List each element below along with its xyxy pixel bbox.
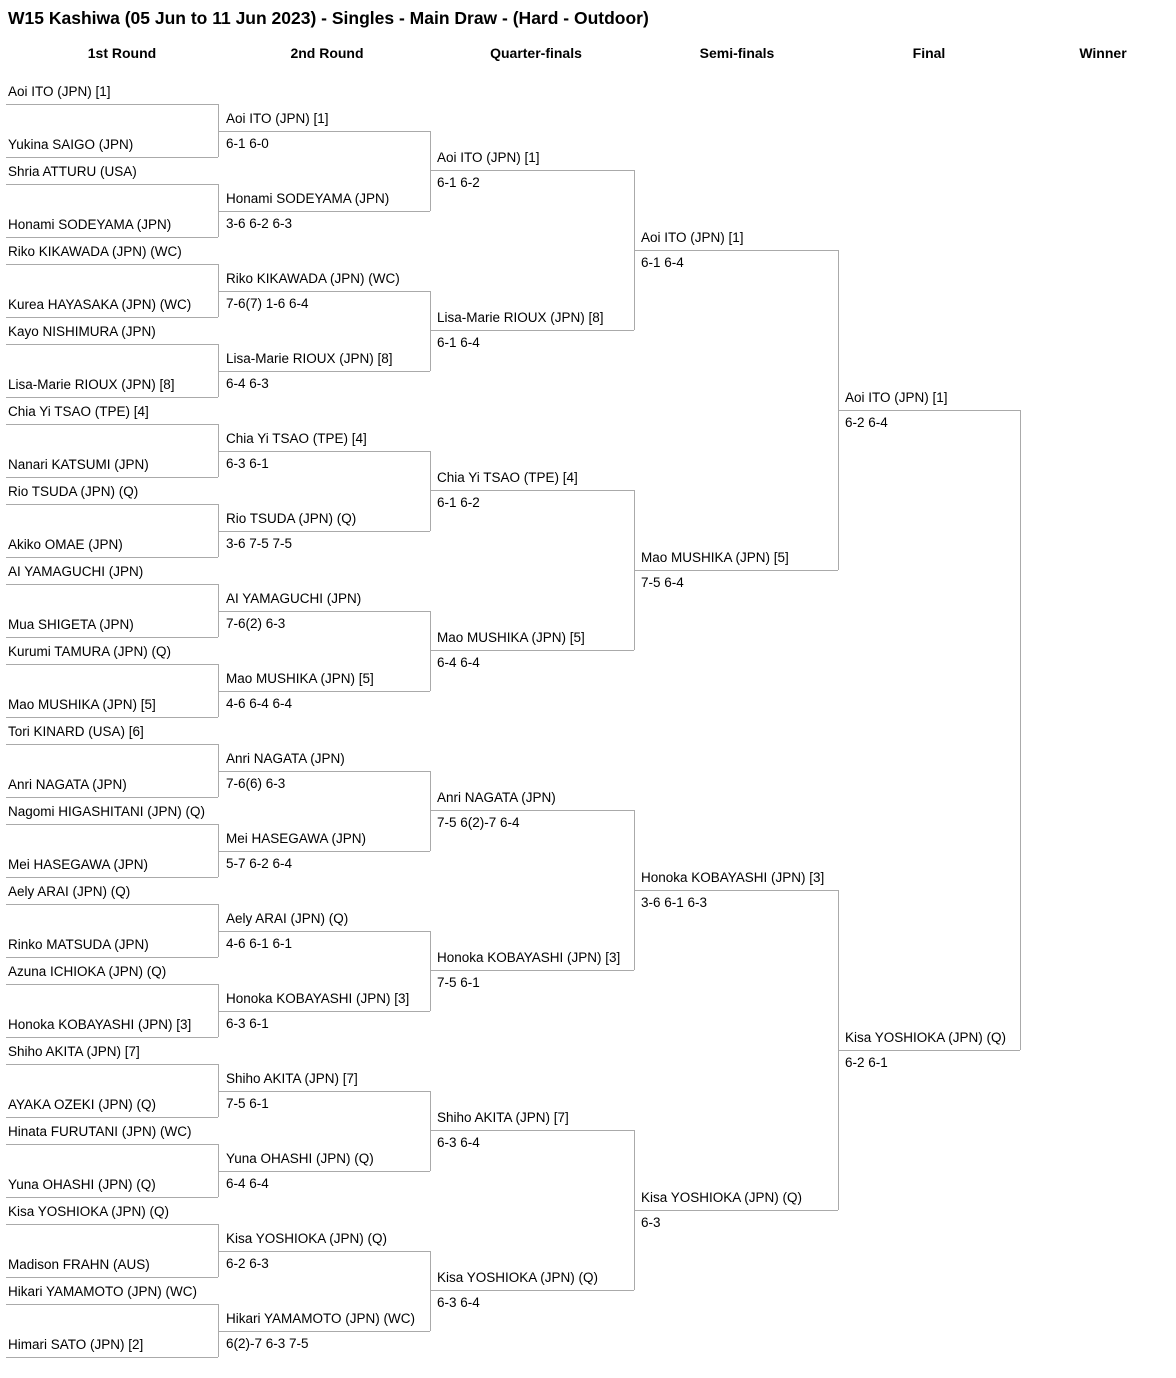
bracket-hline [430, 970, 634, 971]
player-label: Mao MUSHIKA (JPN) [5] [8, 697, 156, 712]
player-label: Shria ATTURU (USA) [8, 164, 137, 179]
player-label: AI YAMAGUCHI (JPN) [8, 564, 144, 579]
match-score: 6-4 6-4 [226, 1176, 269, 1191]
bracket-hline [218, 691, 430, 692]
player-label: Kurea HAYASAKA (JPN) (WC) [8, 297, 192, 312]
bracket-vline [218, 1144, 219, 1197]
match-score: 7-5 6-1 [226, 1096, 269, 1111]
advancing-player-label: Aely ARAI (JPN) (Q) [226, 911, 349, 926]
bracket-hline [6, 1037, 218, 1038]
player-label: Honoka KOBAYASHI (JPN) [3] [8, 1017, 192, 1032]
bracket-hline [6, 557, 218, 558]
bracket-vline [430, 931, 431, 1011]
advancing-player-label: Riko KIKAWADA (JPN) (WC) [226, 271, 400, 286]
bracket-vline [634, 810, 635, 970]
advancing-player-label: AI YAMAGUCHI (JPN) [226, 591, 362, 606]
bracket-hline [6, 1197, 218, 1198]
player-label: Anri NAGATA (JPN) [8, 777, 127, 792]
header-semi-finals: Semi-finals [699, 45, 775, 61]
advancing-player-label: Anri NAGATA (JPN) [226, 751, 345, 766]
bracket-vline [430, 611, 431, 691]
bracket-vline [218, 984, 219, 1037]
player-label: Mei HASEGAWA (JPN) [8, 857, 149, 872]
bracket-hline [218, 771, 430, 772]
bracket-vline [218, 104, 219, 157]
advancing-player-label: Yuna OHASHI (JPN) (Q) [226, 1151, 374, 1166]
player-label: Lisa-Marie RIOUX (JPN) [8] [8, 377, 175, 392]
match-score: 7-5 6(2)-7 6-4 [437, 815, 520, 830]
match-score: 6-3 6-1 [226, 456, 269, 471]
advancing-player-label: Kisa YOSHIOKA (JPN) (Q) [641, 1190, 803, 1205]
match-score: 3-6 7-5 7-5 [226, 536, 293, 551]
bracket-vline [218, 264, 219, 317]
header-winner: Winner [1079, 45, 1127, 61]
advancing-player-label: Kisa YOSHIOKA (JPN) (Q) [845, 1030, 1007, 1045]
bracket-hline [430, 810, 634, 811]
bracket-vline [218, 184, 219, 237]
bracket-hline [218, 1011, 430, 1012]
match-score: 7-5 6-4 [641, 575, 684, 590]
bracket-vline [218, 824, 219, 877]
advancing-player-label: Kisa YOSHIOKA (JPN) (Q) [226, 1231, 388, 1246]
bracket-vline [430, 1091, 431, 1171]
advancing-player-label: Rio TSUDA (JPN) (Q) [226, 511, 357, 526]
bracket-vline [1020, 410, 1021, 1050]
bracket-hline [6, 1064, 218, 1065]
match-score: 7-6(6) 6-3 [226, 776, 286, 791]
bracket-hline [218, 451, 430, 452]
bracket-hline [634, 890, 838, 891]
advancing-player-label: Mao MUSHIKA (JPN) [5] [437, 630, 585, 645]
bracket-hline [6, 824, 218, 825]
bracket-hline [218, 531, 430, 532]
advancing-player-label: Aoi ITO (JPN) [1] [437, 150, 540, 165]
header-2nd-round: 2nd Round [290, 45, 364, 61]
match-score: 6-2 6-4 [845, 415, 888, 430]
bracket-hline [218, 1251, 430, 1252]
player-label: Akiko OMAE (JPN) [8, 537, 123, 552]
bracket-hline [838, 410, 1020, 411]
bracket-hline [430, 170, 634, 171]
bracket-vline [218, 1224, 219, 1277]
match-score: 6-2 6-1 [845, 1055, 888, 1070]
advancing-player-label: Hikari YAMAMOTO (JPN) (WC) [226, 1311, 415, 1326]
bracket-vline [218, 664, 219, 717]
match-score: 7-6(2) 6-3 [226, 616, 286, 631]
bracket-hline [6, 1304, 218, 1305]
bracket-hline [218, 611, 430, 612]
match-score: 6-1 6-4 [437, 335, 480, 350]
advancing-player-label: Shiho AKITA (JPN) [7] [437, 1110, 569, 1125]
bracket-hline [6, 157, 218, 158]
player-label: Honami SODEYAMA (JPN) [8, 217, 172, 232]
bracket-hline [6, 477, 218, 478]
bracket-hline [6, 1357, 218, 1358]
match-score: 6-2 6-3 [226, 1256, 269, 1271]
bracket-vline [634, 490, 635, 650]
advancing-player-label: Honoka KOBAYASHI (JPN) [3] [226, 991, 410, 1006]
match-score: 6-1 6-4 [641, 255, 684, 270]
player-label: Nagomi HIGASHITANI (JPN) (Q) [8, 804, 206, 819]
match-score: 4-6 6-1 6-1 [226, 936, 293, 951]
bracket-vline [218, 744, 219, 797]
match-score: 5-7 6-2 6-4 [226, 856, 293, 871]
bracket-hline [218, 1091, 430, 1092]
bracket-hline [838, 1050, 1020, 1051]
player-label: Tori KINARD (USA) [6] [8, 724, 144, 739]
match-score: 6-1 6-2 [437, 175, 480, 190]
match-score: 6-1 6-2 [437, 495, 480, 510]
bracket-vline [634, 170, 635, 330]
player-label: Aely ARAI (JPN) (Q) [8, 884, 131, 899]
player-label: AYAKA OZEKI (JPN) (Q) [8, 1097, 157, 1112]
bracket-hline [6, 1144, 218, 1145]
bracket-hline [634, 1210, 838, 1211]
advancing-player-label: Honami SODEYAMA (JPN) [226, 191, 390, 206]
advancing-player-label: Aoi ITO (JPN) [1] [226, 111, 329, 126]
player-label: Yukina SAIGO (JPN) [8, 137, 134, 152]
bracket-hline [6, 877, 218, 878]
bracket-vline [838, 250, 839, 570]
match-score: 6-3 6-4 [437, 1295, 480, 1310]
bracket-vline [218, 424, 219, 477]
bracket-hline [6, 1277, 218, 1278]
player-label: Kisa YOSHIOKA (JPN) (Q) [8, 1204, 170, 1219]
bracket-hline [6, 344, 218, 345]
advancing-player-label: Chia Yi TSAO (TPE) [4] [437, 470, 578, 485]
advancing-player-label: Honoka KOBAYASHI (JPN) [3] [437, 950, 621, 965]
bracket-hline [6, 797, 218, 798]
match-score: 6(2)-7 6-3 7-5 [226, 1336, 309, 1351]
bracket-hline [6, 264, 218, 265]
advancing-player-label: Honoka KOBAYASHI (JPN) [3] [641, 870, 825, 885]
bracket-hline [218, 211, 430, 212]
bracket-vline [218, 1064, 219, 1117]
player-label: Nanari KATSUMI (JPN) [8, 457, 149, 472]
bracket-vline [430, 291, 431, 371]
header-1st-round: 1st Round [87, 45, 157, 61]
bracket-vline [430, 1251, 431, 1331]
bracket-hline [6, 104, 218, 105]
advancing-player-label: Aoi ITO (JPN) [1] [845, 390, 948, 405]
bracket-hline [218, 371, 430, 372]
bracket-hline [6, 504, 218, 505]
bracket-vline [218, 504, 219, 557]
advancing-player-label: Chia Yi TSAO (TPE) [4] [226, 431, 367, 446]
player-label: Chia Yi TSAO (TPE) [4] [8, 404, 149, 419]
bracket-hline [430, 1130, 634, 1131]
bracket-vline [218, 904, 219, 957]
bracket-hline [218, 851, 430, 852]
bracket-hline [634, 570, 838, 571]
bracket-vline [218, 1304, 219, 1357]
bracket-hline [6, 397, 218, 398]
match-score: 3-6 6-1 6-3 [641, 895, 708, 910]
advancing-player-label: Anri NAGATA (JPN) [437, 790, 556, 805]
bracket-hline [6, 664, 218, 665]
player-label: Rio TSUDA (JPN) (Q) [8, 484, 139, 499]
player-label: Madison FRAHN (AUS) [8, 1257, 150, 1272]
bracket-hline [6, 717, 218, 718]
player-label: Himari SATO (JPN) [2] [8, 1337, 144, 1352]
match-score: 6-3 6-4 [437, 1135, 480, 1150]
player-label: Kayo NISHIMURA (JPN) [8, 324, 156, 339]
bracket-hline [6, 984, 218, 985]
bracket-hline [6, 904, 218, 905]
player-label: Hikari YAMAMOTO (JPN) (WC) [8, 1284, 197, 1299]
match-score: 7-5 6-1 [437, 975, 480, 990]
player-label: Mua SHIGETA (JPN) [8, 617, 134, 632]
advancing-player-label: Aoi ITO (JPN) [1] [641, 230, 744, 245]
bracket-hline [6, 584, 218, 585]
player-label: Yuna OHASHI (JPN) (Q) [8, 1177, 156, 1192]
bracket-hline [218, 1331, 430, 1332]
advancing-player-label: Shiho AKITA (JPN) [7] [226, 1071, 358, 1086]
advancing-player-label: Lisa-Marie RIOUX (JPN) [8] [437, 310, 604, 325]
bracket-hline [218, 291, 430, 292]
bracket-hline [6, 637, 218, 638]
bracket-vline [430, 451, 431, 531]
bracket-hline [634, 250, 838, 251]
bracket-vline [838, 890, 839, 1210]
bracket-hline [6, 237, 218, 238]
advancing-player-label: Mao MUSHIKA (JPN) [5] [641, 550, 789, 565]
page-title: W15 Kashiwa (05 Jun to 11 Jun 2023) - Singles - Main Draw - (Hard - Outdoor) [8, 8, 649, 28]
advancing-player-label: Lisa-Marie RIOUX (JPN) [8] [226, 351, 393, 366]
bracket-hline [430, 490, 634, 491]
bracket-vline [430, 771, 431, 851]
bracket-hline [6, 1117, 218, 1118]
player-label: Kurumi TAMURA (JPN) (Q) [8, 644, 172, 659]
match-score: 6-4 6-3 [226, 376, 269, 391]
player-label: Riko KIKAWADA (JPN) (WC) [8, 244, 182, 259]
bracket-hline [430, 330, 634, 331]
header-quarter-finals: Quarter-finals [490, 45, 582, 61]
bracket-hline [430, 1290, 634, 1291]
player-label: Azuna ICHIOKA (JPN) (Q) [8, 964, 167, 979]
bracket-hline [6, 957, 218, 958]
match-score: 6-3 6-1 [226, 1016, 269, 1031]
player-label: Rinko MATSUDA (JPN) [8, 937, 149, 952]
bracket-hline [218, 131, 430, 132]
match-score: 3-6 6-2 6-3 [226, 216, 293, 231]
bracket-hline [218, 1171, 430, 1172]
header-final: Final [912, 45, 946, 61]
match-score: 6-4 6-4 [437, 655, 480, 670]
advancing-player-label: Mao MUSHIKA (JPN) [5] [226, 671, 374, 686]
bracket-hline [218, 931, 430, 932]
match-score: 7-6(7) 1-6 6-4 [226, 296, 309, 311]
bracket-hline [6, 744, 218, 745]
bracket-hline [6, 424, 218, 425]
bracket-hline [6, 184, 218, 185]
player-label: Shiho AKITA (JPN) [7] [8, 1044, 140, 1059]
bracket-vline [430, 131, 431, 211]
bracket-hline [6, 1224, 218, 1225]
advancing-player-label: Mei HASEGAWA (JPN) [226, 831, 367, 846]
player-label: Hinata FURUTANI (JPN) (WC) [8, 1124, 192, 1139]
bracket-hline [430, 650, 634, 651]
player-label: Aoi ITO (JPN) [1] [8, 84, 111, 99]
bracket-vline [634, 1130, 635, 1290]
match-score: 6-1 6-0 [226, 136, 269, 151]
bracket-vline [218, 344, 219, 397]
advancing-player-label: Kisa YOSHIOKA (JPN) (Q) [437, 1270, 599, 1285]
bracket-hline [6, 317, 218, 318]
bracket-vline [218, 584, 219, 637]
match-score: 6-3 [641, 1215, 661, 1230]
match-score: 4-6 6-4 6-4 [226, 696, 293, 711]
